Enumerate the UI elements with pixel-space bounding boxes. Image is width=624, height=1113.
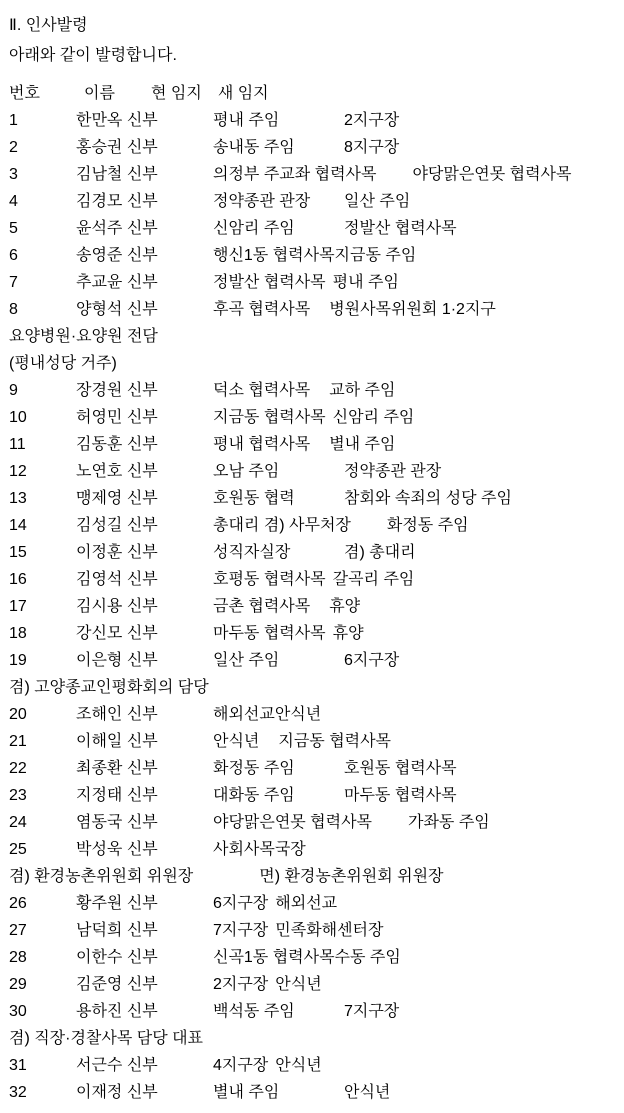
priest-name: 양형석 신부 bbox=[76, 301, 158, 318]
priest-name: 서근수 신부 bbox=[76, 1057, 158, 1074]
row-number: 1 bbox=[9, 112, 18, 129]
current-post: 2지구장 bbox=[213, 976, 269, 993]
row-number: 28 bbox=[9, 949, 27, 966]
new-post: 안식년 bbox=[274, 706, 322, 723]
table-row bbox=[9, 161, 620, 188]
table-header bbox=[9, 80, 620, 107]
priest-name: 윤석주 신부 bbox=[76, 220, 158, 237]
new-post: 지금동 주임 bbox=[334, 247, 417, 264]
priest-name: 허영민 신부 bbox=[76, 409, 158, 426]
table-row bbox=[9, 1052, 620, 1079]
priest-name: 홍승권 신부 bbox=[76, 139, 158, 156]
new-post: 정약종관 관장 bbox=[344, 463, 442, 480]
new-post: 민족화해센터장 bbox=[275, 922, 384, 939]
table-row bbox=[9, 566, 620, 593]
row-number: 13 bbox=[9, 490, 27, 507]
row-number: 25 bbox=[9, 841, 27, 858]
priest-name: 남덕희 신부 bbox=[76, 922, 158, 939]
row-number: 14 bbox=[9, 517, 27, 534]
table-row bbox=[9, 971, 620, 998]
current-post: 호평동 협력사목 bbox=[213, 571, 326, 588]
table-row bbox=[9, 377, 620, 404]
new-post: 가좌동 주임 bbox=[408, 814, 490, 831]
table-row bbox=[9, 539, 620, 566]
current-post: 평내 주임 bbox=[213, 112, 280, 129]
current-post: 덕소 협력사목 bbox=[213, 382, 311, 399]
row-number: 9 bbox=[9, 382, 18, 399]
current-post: 4지구장 bbox=[213, 1057, 269, 1074]
new-post: 병원사목위원회 1·2지구 bbox=[329, 301, 496, 318]
row-number: 24 bbox=[9, 814, 27, 831]
table-row bbox=[9, 1079, 620, 1106]
note-text: 겸) 직장·경찰사목 담당 대표 bbox=[9, 1030, 204, 1047]
new-post: 2지구장 bbox=[344, 112, 400, 129]
current-post: 오남 주임 bbox=[213, 463, 280, 480]
note-line bbox=[9, 1025, 620, 1052]
note-text-second: 면) 환경농촌위원회 위원장 bbox=[259, 868, 444, 885]
row-number: 12 bbox=[9, 463, 27, 480]
priest-name: 이한수 신부 bbox=[76, 949, 158, 966]
row-number: 27 bbox=[9, 922, 27, 939]
row-number: 20 bbox=[9, 706, 27, 723]
current-post: 야당맑은연못 협력사목 bbox=[213, 814, 373, 831]
table-row bbox=[9, 890, 620, 917]
table-row bbox=[9, 998, 620, 1025]
current-post: 정약종관 관장 bbox=[213, 193, 311, 210]
table-row bbox=[9, 512, 620, 539]
header-no: 번호 bbox=[9, 85, 40, 102]
table-row bbox=[9, 269, 620, 296]
table-row bbox=[9, 404, 620, 431]
priest-name: 이정훈 신부 bbox=[76, 544, 158, 561]
table-row bbox=[9, 782, 620, 809]
row-number: 5 bbox=[9, 220, 18, 237]
current-post: 총대리 겸) 사무처장 bbox=[213, 517, 351, 534]
new-post: 평내 주임 bbox=[332, 274, 399, 291]
current-post: 신암리 주임 bbox=[213, 220, 295, 237]
current-post: 금촌 협력사목 bbox=[213, 598, 311, 615]
current-post: 정발산 협력사목 bbox=[213, 274, 326, 291]
priest-name: 김동훈 신부 bbox=[76, 436, 158, 453]
new-post: 해외선교 bbox=[275, 895, 338, 912]
row-number: 29 bbox=[9, 976, 27, 993]
current-post: 사회사목국장 bbox=[213, 841, 306, 858]
priest-name: 노연호 신부 bbox=[76, 463, 158, 480]
note-text: 겸) 고양종교인평화회의 담당 bbox=[9, 679, 209, 696]
table-row bbox=[9, 701, 620, 728]
table-row bbox=[9, 836, 620, 863]
row-number: 26 bbox=[9, 895, 27, 912]
priest-name: 황주원 신부 bbox=[76, 895, 158, 912]
priest-name: 맹제영 신부 bbox=[76, 490, 158, 507]
table-row bbox=[9, 107, 620, 134]
current-post: 평내 협력사목 bbox=[213, 436, 311, 453]
new-post: 안식년 bbox=[275, 976, 322, 993]
row-number: 18 bbox=[9, 625, 27, 642]
row-number: 23 bbox=[9, 787, 27, 804]
note-line bbox=[9, 863, 620, 890]
current-post: 화정동 주임 bbox=[213, 760, 295, 777]
priest-name: 용하진 신부 bbox=[76, 1003, 158, 1020]
table-row bbox=[9, 620, 620, 647]
row-number: 17 bbox=[9, 598, 27, 615]
priest-name: 염동국 신부 bbox=[76, 814, 158, 831]
current-post: 송내동 주임 bbox=[213, 139, 295, 156]
current-post: 성직자실장 bbox=[213, 544, 291, 561]
row-number: 11 bbox=[9, 436, 26, 453]
table-row bbox=[9, 593, 620, 620]
row-number: 30 bbox=[9, 1003, 27, 1020]
row-number: 8 bbox=[9, 301, 18, 318]
table-row bbox=[9, 809, 620, 836]
note-line bbox=[9, 674, 620, 701]
current-post: 6지구장 bbox=[213, 895, 269, 912]
table-row bbox=[9, 485, 620, 512]
priest-name: 박성욱 신부 bbox=[76, 841, 158, 858]
new-post: 수동 주임 bbox=[334, 949, 401, 966]
priest-name: 김시용 신부 bbox=[76, 598, 158, 615]
table-row bbox=[9, 242, 620, 269]
row-number: 21 bbox=[9, 733, 27, 750]
priest-name: 이해일 신부 bbox=[76, 733, 158, 750]
new-post: 교하 주임 bbox=[329, 382, 396, 399]
new-post: 7지구장 bbox=[344, 1003, 400, 1020]
table-row bbox=[9, 134, 620, 161]
header-name: 이름 bbox=[84, 85, 115, 102]
priest-name: 장경원 신부 bbox=[76, 382, 158, 399]
new-post: 겸) 총대리 bbox=[344, 544, 416, 561]
table-row bbox=[9, 755, 620, 782]
new-post: 8지구장 bbox=[344, 139, 400, 156]
current-post: 해외선교 bbox=[213, 706, 275, 723]
priest-name: 송영준 신부 bbox=[76, 247, 158, 264]
note-line bbox=[9, 323, 620, 350]
current-post: 대화동 주임 bbox=[213, 787, 295, 804]
row-number: 7 bbox=[9, 274, 18, 291]
row-number: 15 bbox=[9, 544, 27, 561]
new-post: 6지구장 bbox=[344, 652, 400, 669]
row-number: 10 bbox=[9, 409, 27, 426]
current-post: 지금동 협력사목 bbox=[213, 409, 326, 426]
table-body bbox=[9, 107, 620, 1106]
current-post: 백석동 주임 bbox=[213, 1003, 295, 1020]
table-row bbox=[9, 917, 620, 944]
row-number: 22 bbox=[9, 760, 27, 777]
row-number: 16 bbox=[9, 571, 27, 588]
current-post: 7지구장 bbox=[213, 922, 269, 939]
current-post: 일산 주임 bbox=[213, 652, 280, 669]
current-post: 호원동 협력 bbox=[213, 490, 295, 507]
new-post: 마두동 협력사목 bbox=[344, 787, 457, 804]
note-line bbox=[9, 350, 620, 377]
priest-name: 김경모 신부 bbox=[76, 193, 158, 210]
new-post: 휴양 bbox=[332, 625, 364, 642]
row-number: 4 bbox=[9, 193, 18, 210]
new-post: 안식년 bbox=[344, 1084, 391, 1101]
row-number: 19 bbox=[9, 652, 27, 669]
new-post: 정발산 협력사목 bbox=[344, 220, 457, 237]
table-row bbox=[9, 647, 620, 674]
header-next: 새 임지 bbox=[217, 85, 269, 102]
current-post: 후곡 협력사목 bbox=[213, 301, 311, 318]
table-row bbox=[9, 431, 620, 458]
priest-name: 이재정 신부 bbox=[76, 1084, 158, 1101]
new-post: 참회와 속죄의 성당 주임 bbox=[344, 490, 512, 507]
table-row bbox=[9, 944, 620, 971]
table-row bbox=[9, 296, 620, 323]
table-row bbox=[9, 215, 620, 242]
new-post: 일산 주임 bbox=[344, 193, 411, 210]
row-number: 2 bbox=[9, 139, 18, 156]
note-text: 요양병원·요양원 전담 bbox=[9, 328, 158, 345]
intro-text: 아래와 같이 발령합니다. bbox=[9, 47, 177, 64]
priest-name: 한만옥 신부 bbox=[76, 112, 158, 129]
note-text: (평내성당 거주) bbox=[9, 355, 117, 372]
priest-name: 김성길 신부 bbox=[76, 517, 158, 534]
new-post: 야당맑은연못 협력사목 bbox=[412, 166, 572, 183]
row-number: 3 bbox=[9, 166, 18, 183]
table-row bbox=[9, 188, 620, 215]
table-row bbox=[9, 728, 620, 755]
row-number: 32 bbox=[9, 1084, 27, 1101]
priest-name: 김영석 신부 bbox=[76, 571, 158, 588]
current-post: 별내 주임 bbox=[213, 1084, 280, 1101]
priest-name: 강신모 신부 bbox=[76, 625, 158, 642]
priest-name: 조해인 신부 bbox=[76, 706, 158, 723]
current-post: 마두동 협력사목 bbox=[213, 625, 326, 642]
priest-name: 김남철 신부 bbox=[76, 166, 158, 183]
new-post: 지금동 협력사목 bbox=[278, 733, 392, 750]
new-post: 갈곡리 주임 bbox=[332, 571, 415, 588]
table-row bbox=[9, 458, 620, 485]
current-post: 신곡1동 협력사목 bbox=[213, 949, 335, 966]
current-post: 행신1동 협력사목 bbox=[213, 247, 335, 264]
current-post: 의정부 주교좌 협력사목 bbox=[213, 166, 377, 183]
new-post: 화정동 주임 bbox=[386, 517, 469, 534]
section-title: Ⅱ. 인사발령 bbox=[9, 17, 88, 34]
priest-name: 이은형 신부 bbox=[76, 652, 158, 669]
new-post: 호원동 협력사목 bbox=[344, 760, 457, 777]
new-post: 신암리 주임 bbox=[332, 409, 415, 426]
header-current: 현 임지 bbox=[151, 85, 202, 102]
priest-name: 지정태 신부 bbox=[76, 787, 158, 804]
priest-name: 김준영 신부 bbox=[76, 976, 158, 993]
new-post: 휴양 bbox=[329, 598, 361, 615]
row-number: 31 bbox=[9, 1057, 27, 1074]
new-post: 별내 주임 bbox=[329, 436, 396, 453]
note-text: 겸) 환경농촌위원회 위원장 bbox=[9, 868, 194, 885]
priest-name: 최종환 신부 bbox=[76, 760, 158, 777]
current-post: 안식년 bbox=[213, 733, 260, 750]
row-number: 6 bbox=[9, 247, 18, 264]
priest-name: 추교윤 신부 bbox=[76, 274, 158, 291]
new-post: 안식년 bbox=[275, 1057, 322, 1074]
